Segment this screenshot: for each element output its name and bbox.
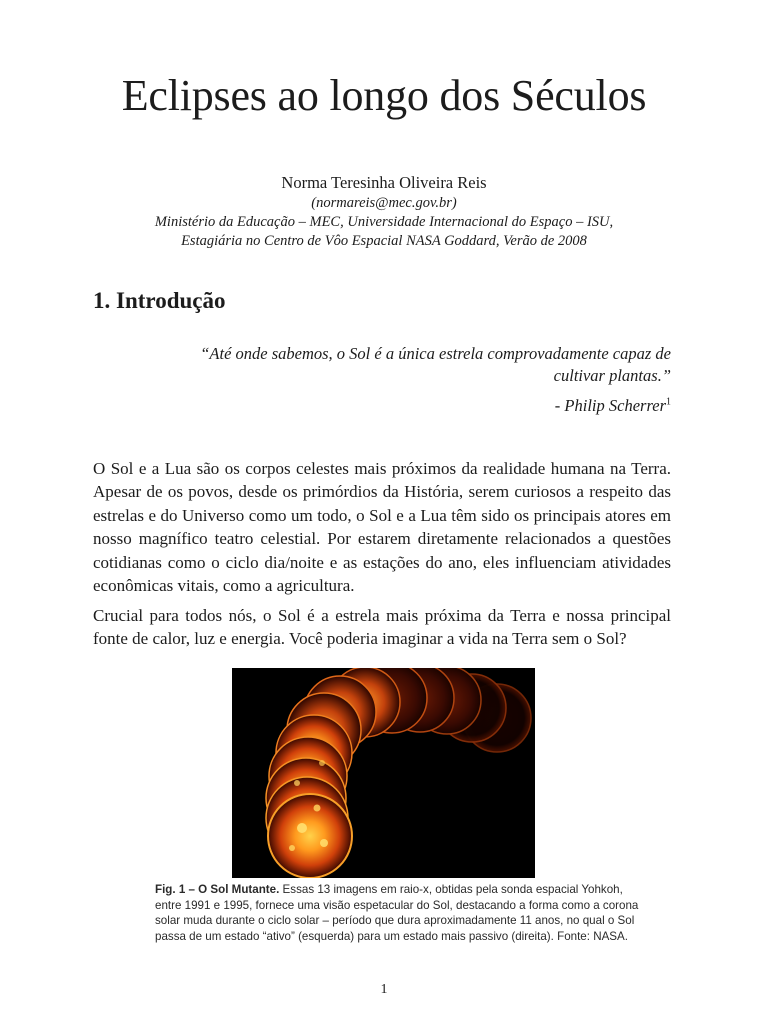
author-name: Norma Teresinha Oliveira Reis (281, 173, 487, 192)
quote-line-1: “Até onde sabemos, o Sol é a única estrela comprovadamente capaz de (200, 344, 671, 363)
author-block (0, 172, 768, 251)
document-title: Eclipses ao longo dos Séculos (121, 71, 647, 120)
attribution-text: - Philip Scherrer (554, 396, 666, 415)
section-title: Introdução (116, 288, 226, 313)
body-paragraph-2: Crucial para todos nós, o Sol é a estrela mais próxima da Terra e nossa principal fonte de calor, luz e energia. Você poderia imaginar a vida na Terra sem o Sol? (93, 606, 671, 649)
quote-line-2: cultivar plantas.” (553, 366, 671, 385)
section-number: 1. (93, 288, 111, 313)
epigraph-quote (93, 343, 671, 387)
caption-text: Essas 13 imagens em raio-x, obtidas pela sonda espacial Yohkoh, entre 1991 e 1995, fornece uma visão espetacular do Sol, destacando a forma como a corona solar muda durante o ciclo solar – período que dura aproximadamente 11 anos, no qual o Sol passa de um estado “ativo” (esquerda) para um estado mais passivo (direita). Fonte: NASA. (155, 883, 639, 943)
quote-attribution (93, 396, 671, 416)
page-number: 1 (380, 982, 388, 997)
body-paragraph-1: O Sol e a Lua são os corpos celestes mais próximos da realidade humana na Terra. Apesar de os povos, desde os primórdios da História, serem curiosos a respeito das estrelas e do Universo como um todo, o Sol e a Lua têm sido os principais atores em nosso magnífico teatro celestial. Por estarem diretamente relacionados a questões cotidianas como o ciclo dia/noite e as estações do ano, eles influenciam atividades econômicas vitais, como a agricultura. (93, 459, 671, 596)
caption-label: Fig. 1 – O Sol Mutante. (155, 883, 280, 896)
author-affiliation-1: Ministério da Educação – MEC, Universidade Internacional do Espaço – ISU, (154, 214, 614, 230)
author-affiliation-2: Estagiária no Centro de Vôo Espacial NASA Goddard, Verão de 2008 (181, 233, 587, 249)
section-heading (93, 288, 226, 314)
solar-xray-figure (232, 668, 535, 878)
author-email: (normareis@mec.gov.br) (311, 195, 457, 211)
footnote-mark: 1 (666, 396, 671, 408)
figure-caption (155, 882, 645, 944)
sun-sequence-image (232, 668, 535, 878)
